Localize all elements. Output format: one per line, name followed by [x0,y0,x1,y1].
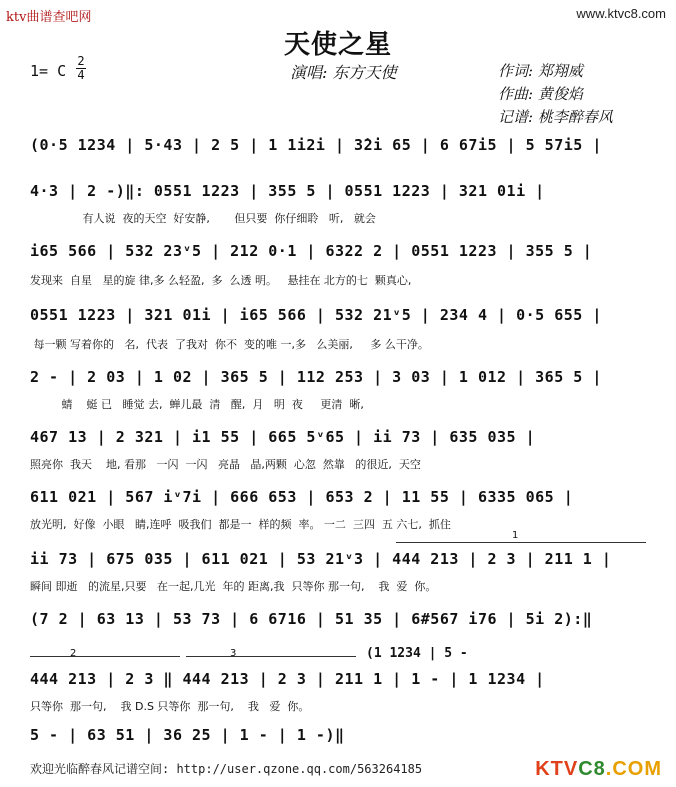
singer: 演唱: 东方天使 [290,63,397,82]
song-title: 天使之星 [283,30,392,60]
transcriber: 记谱: 桃李醉春风 [498,108,613,126]
score-line-5-notes: 2 - | 2 03 | 1 02 | 365 5 | 112 253 | 3 03 | 1 012 | 365 5 | [30,368,602,386]
logo-part-a: KTV [535,758,579,780]
score-line-7-lyrics: 放光明, 好像 小眼 睛,连呼 吸我们 都是一 样的频 率。 一二 三四 五 六七, 抓住 [30,518,451,531]
volta-1-rule [396,542,646,543]
credits [498,60,613,129]
score-line-11-notes: 5 - | 63 51 | 36 25 | 1 - | 1 -)‖ [30,726,345,744]
key-signature: 1= C [30,62,67,80]
score-line-4-lyrics: 每一颗 写着你的 名, 代表 了我对 你不 变的唯 一,多 么美丽, 多 么干净。 [30,338,429,351]
score-line-6-lyrics: 照亮你 我天 地, 看那 一闪 一闪 亮晶 晶,两颗 心忽 然靠 的很近, 天空 [30,458,421,471]
score-line-4-notes: 0551 1223 | 321 01i | i65 566 | 532 21ᵛ5 | 234 4 | 0·5 655 | [30,306,602,324]
score-line-7-notes: 611 021 | 567 iᵛ7i | 666 653 | 653 2 | 11 55 | 6335 065 | [30,488,574,506]
score-line-8-notes: ii 73 | 675 035 | 611 021 | 53 21ᵛ3 | 444 213 | 2 3 | 211 1 | [30,550,612,568]
volta-2-rule [30,656,180,657]
lyricist: 作词: 郑翔威 [498,62,583,80]
score-line-6-notes: 467 13 | 2 321 | i1 55 | 665 5ᵛ65 | ii 73 | 635 035 | [30,428,536,446]
score-line-1-notes: (0·5 1234 | 5·43 | 2 5 | 1 1i2i | 3̇2i 65 | 6 67i5 | 5 57i5 | [30,136,602,154]
logo-part-b: C8 [578,758,606,780]
site-logo [535,758,662,781]
score-line-10-lyrics: 只等你 那一句, 我 D.S 只等你 那一句, 我 爱 你。 [30,700,310,713]
score-line-10-notes: 444 213 | 2 3 ‖ 444 213 | 2 3 | 211 1 | 1 - | 1 1234 | [30,670,545,688]
score-line-3-lyrics: 发现来 自星 星的旋 律,多 么轻盈, 多 么透 明。 悬挂在 北方的七 颗真心, [30,274,412,287]
volta-2-label: 2 [70,648,77,659]
time-signature-top: 2 [77,54,85,68]
logo-part-c: .COM [605,758,662,780]
score-line-3-notes: i65 566 | 532 23ᵛ5 | 212 0·1 | 6322 2 | 0551 1223 | 355 5 | [30,242,593,260]
volta-3-rule [186,656,356,657]
volta-3-label: 3 [230,648,237,659]
ending-top-notes: (1 1234 | 5 - [366,646,468,661]
score-line-5-lyrics: 蜻 蜓 已 睡觉 去, 蝉儿最 清 醒, 月 明 夜 更清 晰, [30,398,364,411]
composer: 作曲: 黄俊焰 [498,85,583,103]
watermark-left: ktv曲谱查吧网 [6,10,92,25]
score-line-9-notes: (7 2 | 63 13 | 53 73 | 6 6716 | 51 35 | 6#567 i76 | 5i 2):‖ [30,610,593,628]
time-signature-bottom: 4 [77,68,85,82]
volta-1-label: 1 [512,530,519,541]
score-line-2-notes: 4·3 | 2 -)‖: 0551 1223 | 355 5 | 0551 1223 | 321 01i | [30,182,545,200]
footer-text: 欢迎光临醉春风记谱空间: http://user.qzone.qq.com/563264185 [30,762,423,776]
score-line-8-lyrics: 瞬间 即逝 的流星,只要 在一起,几光 年的 距离,我 只等你 那一句, 我 爱 你。 [30,580,437,593]
watermark-right: www.ktvc8.com [576,6,666,21]
time-signature [76,56,86,81]
score-line-2-lyrics: 有人说 夜的天空 好安静, 但只要 你仔细聆 听, 就会 [30,212,376,225]
